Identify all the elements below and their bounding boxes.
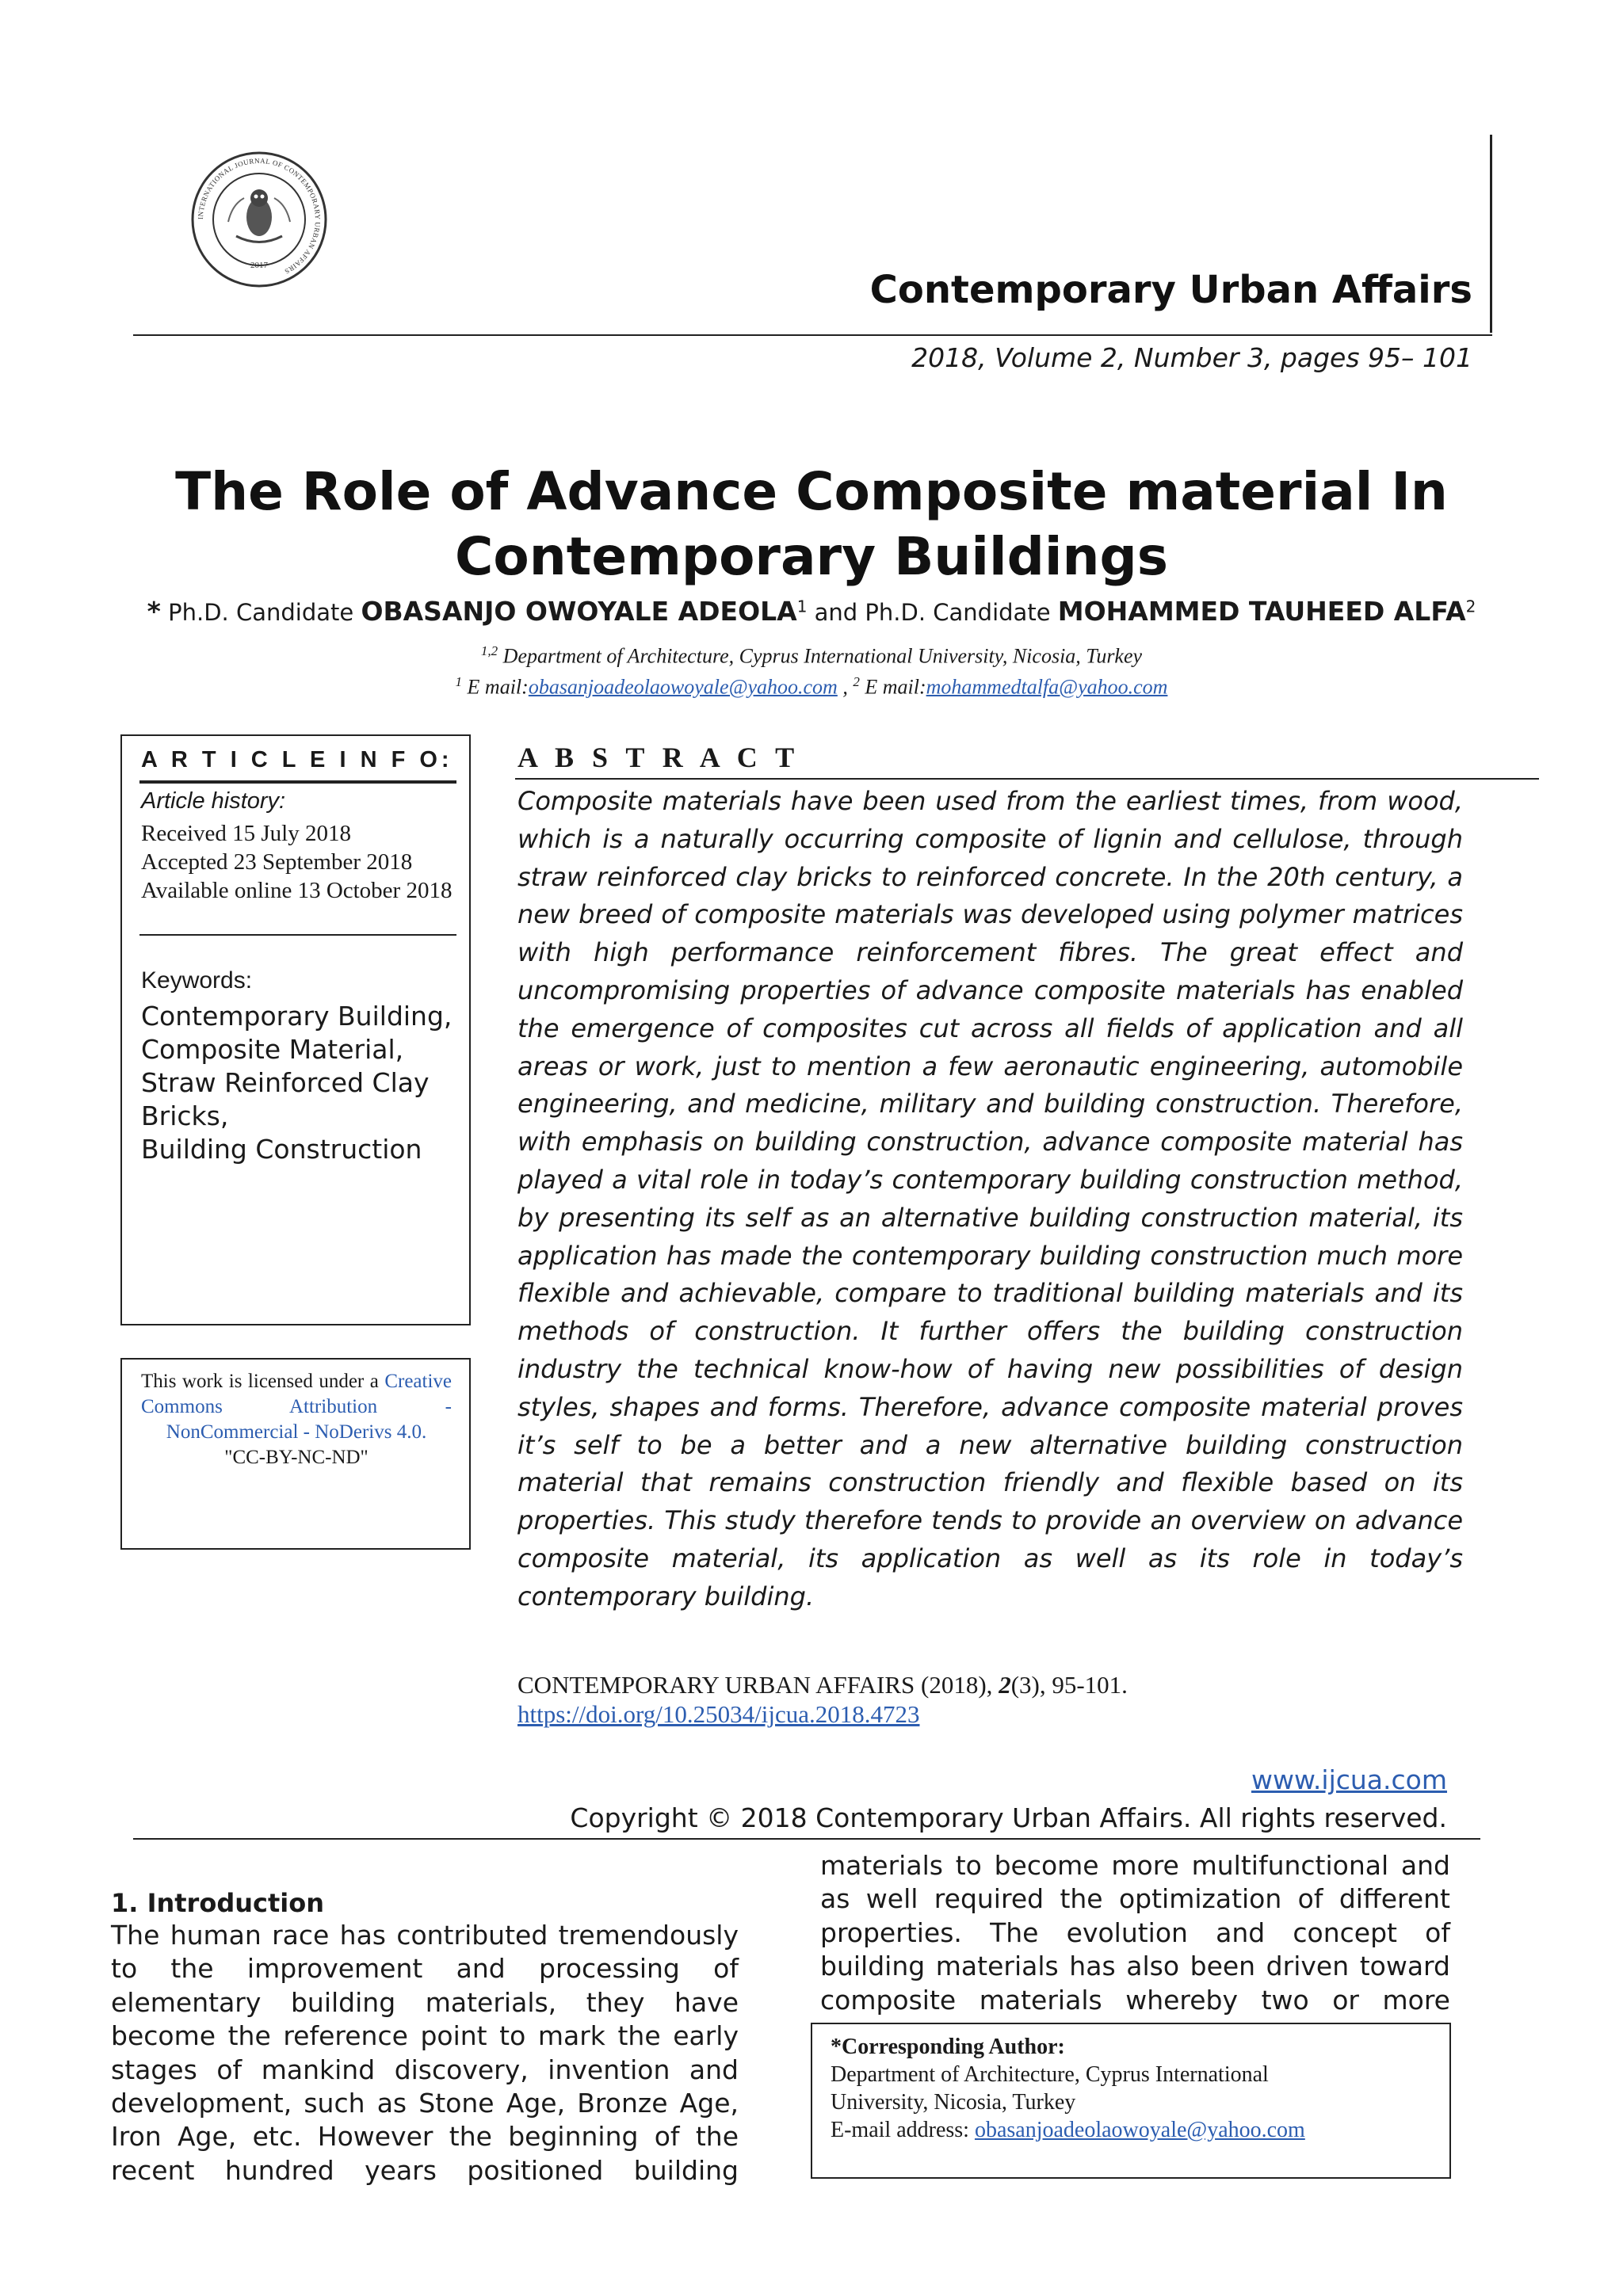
seal-ring-text: INTERNATIONAL JOURNAL OF CONTEMPORARY URBAN AFFAIRS [196, 156, 323, 276]
journal-site-link[interactable]: www.ijcua.com [1251, 1764, 1447, 1795]
abstract-text: Composite materials have been used from the earliest times, from wood, which is a naturally occurring composite of lignin and cellulose, through straw reinforced clay bricks to reinforced concrete. In the 20th century, a new breed of composite materials was developed using polymer matrices with high performance reinforcement fibres. The great effect and uncompromising properties of advance composite materials has enabled the emergence of composites cut across all fields of application and all areas or work, just to mention a few aeronautic engineering, automobile engineering, and medicine, military and building construction. Therefore, with emphasis on building construction, advance composite material has played a vital role in today’s contemporary building construction method, by presenting its self as an alternative building construction material, its application has made the contemporary building construction much more flexible and achievable, compare to traditional building materials and its methods of construction. It further offers the building construction industry the technical know-how of having new possibilities of design styles, shapes and forms. Therefore, advance composite material proves it’s self to be a better and a new alternative building construction material that remains construction friendly and flexible based on its properties. This study therefore tends to provide an overview on advance composite material, its application as well as its role in today’s contemporary building. [517, 786, 1463, 1611]
corresponding-heading: *Corresponding Author: [831, 2035, 1065, 2059]
copyright-notice: Copyright © 2018 Contemporary Urban Affairs. All rights reserved. [570, 1802, 1447, 1833]
title-line-2: Contemporary Buildings [455, 526, 1168, 587]
email2-label: E mail: [859, 675, 926, 699]
abstract-heading: A B S T R A C T [517, 742, 800, 773]
keyword-item: Straw Reinforced Clay Bricks, [141, 1067, 430, 1131]
history-received: Received 15 July 2018 [141, 821, 351, 846]
section-heading-introduction: 1. Introduction [111, 1888, 324, 1918]
history-accepted: Accepted 23 September 2018 [141, 849, 413, 875]
corresponding-email-label: E-mail address: [831, 2118, 975, 2142]
citation-line [517, 1670, 1128, 1700]
license-link[interactable]: Creative Commons Attribution - NonCommercial - NoDerivs 4.0. [141, 1371, 452, 1443]
history-list [141, 819, 458, 905]
citation-rest: (3), 95-101. [1010, 1671, 1128, 1699]
abstract-rule [515, 778, 1539, 780]
header-rule [133, 334, 1492, 336]
header-vertical-rule [1490, 135, 1492, 333]
citation-volume: 2 [999, 1671, 1011, 1699]
affiliation-block [0, 639, 1623, 700]
author2-sup: 2 [1465, 597, 1476, 616]
email1-sup: 1 [455, 673, 463, 689]
corresponding-email-link[interactable]: obasanjoadeolaowoyale@yahoo.com [974, 2118, 1305, 2142]
corresponding-line2: University, Nicosia, Turkey [831, 2090, 1076, 2115]
corresponding-star: * [147, 596, 161, 627]
history-label: Article history: [141, 788, 286, 814]
introduction-paragraph: The human race has contributed tremendously to the improvement and processing of elementary building materials, they have become the reference point to mark the early stages of mankind discovery, invention and development, such as Stone Age, Bronze Age, Iron Age, etc. However the beginning of the recent hundred years positioned building [111, 1920, 739, 2186]
author2-name: MOHAMMED TAUHEED ALFA [1057, 596, 1466, 627]
history-online: Available online 13 October 2018 [141, 878, 453, 903]
email1-link[interactable]: obasanjoadeolaowoyale@yahoo.com [528, 675, 838, 699]
keyword-item: Contemporary Building, Composite Material, [141, 1001, 453, 1065]
keywords-label: Keywords: [141, 967, 253, 994]
journal-name: Contemporary Urban Affairs [869, 268, 1472, 312]
email-line [0, 669, 1623, 700]
footer-rule [133, 1838, 1480, 1840]
article-info-rule [139, 780, 456, 784]
license-text [141, 1369, 452, 1470]
keyword-item: Building Construction [141, 1134, 422, 1165]
author1-sup: 1 [796, 597, 808, 616]
journal-seal-logo [189, 149, 330, 290]
author-joiner: and Ph.D. Candidate [807, 599, 1058, 626]
column2-paragraph: materials to become more multifunctional and as well required the optimization of different properties. The evolution and concept of building materials has also been driven toward composite materials whereby two or more [820, 1850, 1450, 2016]
affiliation-department: Department of Architecture, Cyprus International University, Nicosia, Turkey [498, 644, 1143, 668]
issue-line: 2018, Volume 2, Number 3, pages 95– 101 [911, 342, 1472, 373]
history-rule [139, 934, 456, 936]
corresponding-author-text [831, 2033, 1305, 2144]
affiliation-sup: 1,2 [480, 643, 498, 658]
doi-link[interactable]: https://doi.org/10.25034/ijcua.2018.4723 [517, 1700, 920, 1728]
affiliation-line [0, 639, 1623, 669]
keywords-list [141, 1000, 458, 1166]
license-prefix: This work is licensed under a [141, 1371, 385, 1392]
author1-prefix: Ph.D. Candidate [160, 599, 361, 626]
title-line-1: The Role of Advance Composite material In [175, 461, 1448, 522]
citation-journal: CONTEMPORARY URBAN AFFAIRS (2018), [517, 1671, 999, 1699]
email1-label: E mail: [462, 675, 529, 699]
email-separator: , [837, 675, 854, 699]
author1-name: OBASANJO OWOYALE ADEOLA [361, 596, 797, 627]
corresponding-email-line [831, 2116, 1305, 2144]
corresponding-line1: Department of Architecture, Cyprus International [831, 2062, 1269, 2087]
paper-title [79, 460, 1544, 589]
seal-year: 2017 [250, 261, 268, 270]
email2-link[interactable]: mohammedtalfa@yahoo.com [926, 675, 1168, 699]
email2-sup: 2 [853, 673, 860, 689]
article-info-heading: A R T I C L E I N F O: [141, 747, 453, 772]
author-line [48, 596, 1575, 627]
license-code: "CC-BY-NC-ND" [224, 1447, 369, 1468]
